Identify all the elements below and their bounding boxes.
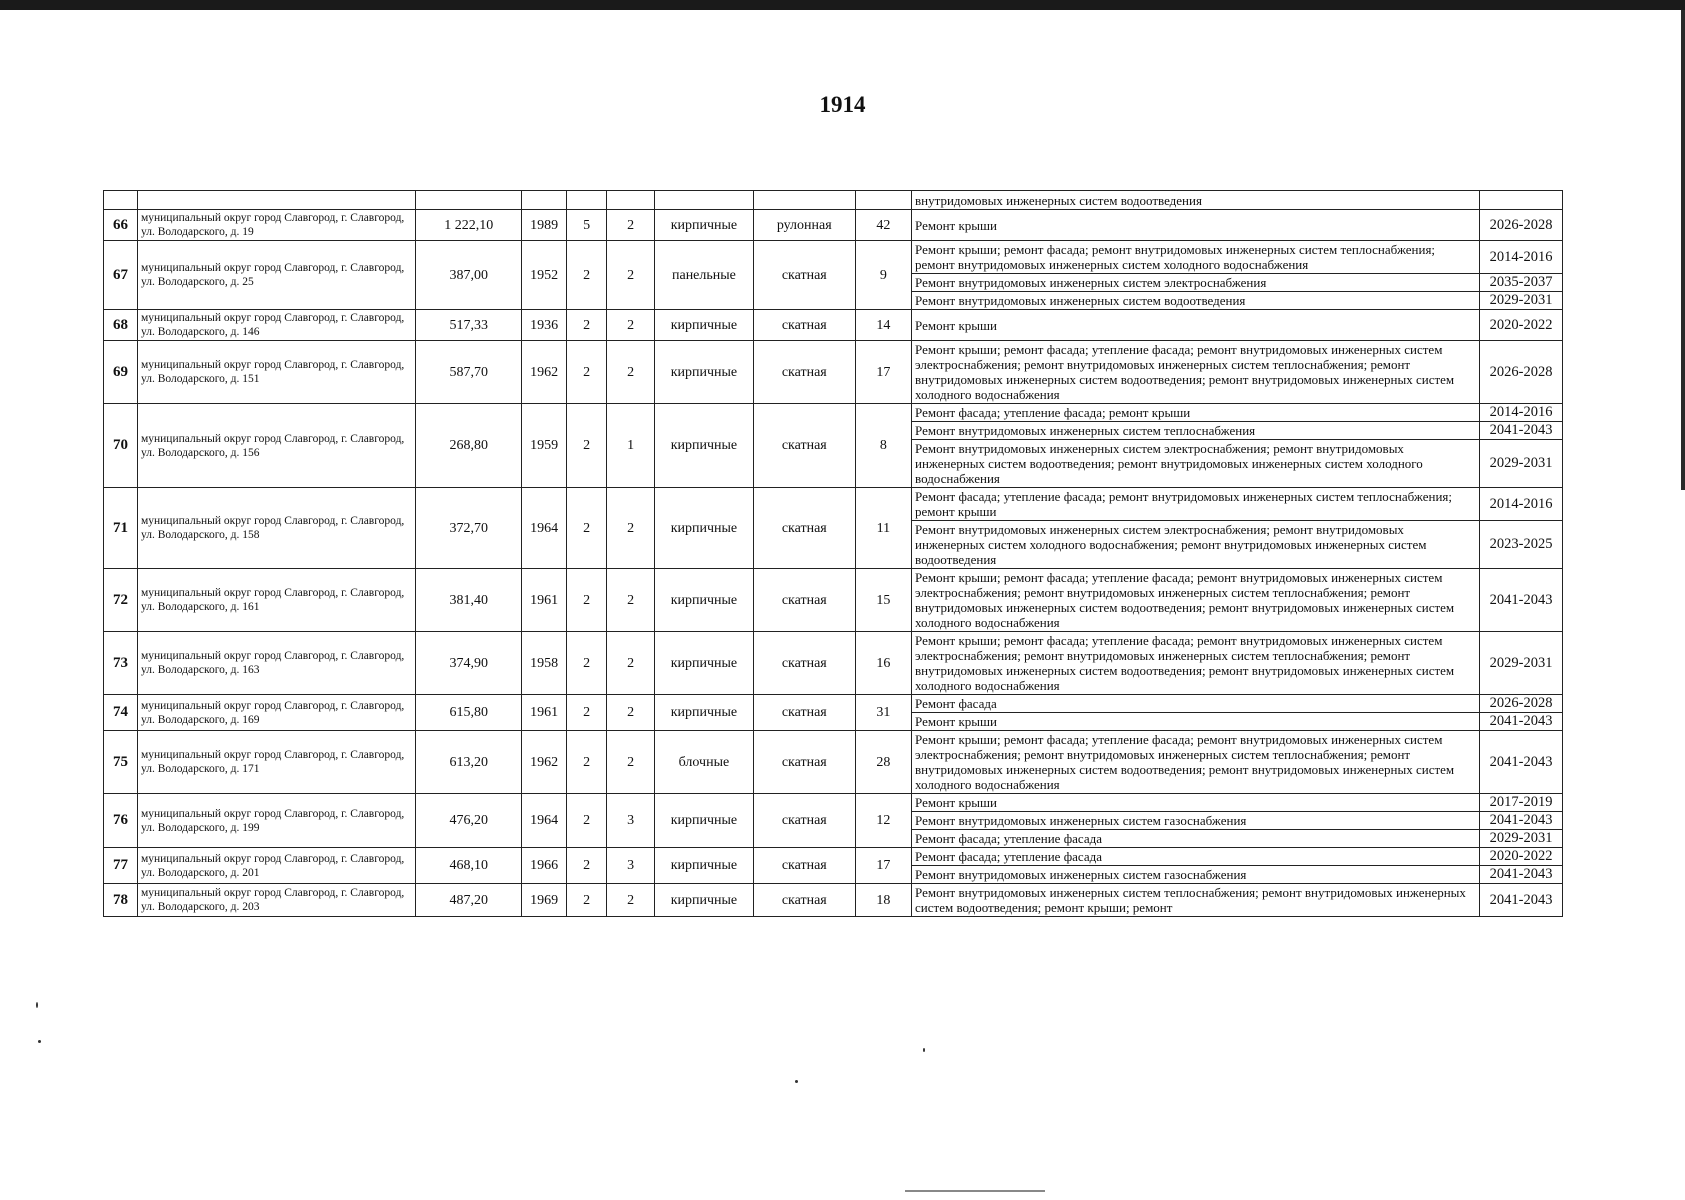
floor-count: 2 bbox=[566, 310, 606, 341]
house-address: муниципальный округ город Славгород, г. Славгород, ул. Володарского, д. 203 bbox=[137, 884, 415, 917]
floor-count: 2 bbox=[566, 848, 606, 884]
total-area: 517,33 bbox=[416, 310, 522, 341]
repair-period: 2014-2016 bbox=[1480, 241, 1563, 274]
continuation-empty-cell bbox=[1480, 191, 1563, 210]
wall-material: панельные bbox=[655, 241, 754, 310]
repair-work: Ремонт крыши; ремонт фасада; ремонт внутридомовых инженерных систем теплоснабжения; ремонт внутридомовых инженерных систем холодного водоснабжения bbox=[912, 241, 1480, 274]
wall-material: кирпичные bbox=[655, 794, 754, 848]
build-year: 1962 bbox=[522, 341, 567, 404]
floor-count: 2 bbox=[566, 632, 606, 695]
repair-period: 2041-2043 bbox=[1480, 812, 1563, 830]
house-row bbox=[104, 341, 1563, 404]
scan-speck bbox=[38, 1040, 41, 1043]
entrance-count: 2 bbox=[607, 632, 655, 695]
house-row bbox=[104, 632, 1563, 695]
roof-type: скатная bbox=[753, 569, 855, 632]
total-area: 476,20 bbox=[416, 794, 522, 848]
build-year: 1959 bbox=[522, 404, 567, 488]
entrance-count: 3 bbox=[607, 848, 655, 884]
row-number: 73 bbox=[104, 632, 138, 695]
floor-count: 5 bbox=[566, 210, 606, 241]
repair-period: 2014-2016 bbox=[1480, 404, 1563, 422]
wall-material: кирпичные bbox=[655, 310, 754, 341]
house-address: муниципальный округ город Славгород, г. Славгород, ул. Володарского, д. 146 bbox=[137, 310, 415, 341]
scan-speck bbox=[36, 1002, 38, 1008]
row-number: 68 bbox=[104, 310, 138, 341]
resident-count: 17 bbox=[855, 848, 911, 884]
house-address: муниципальный округ город Славгород, г. Славгород, ул. Володарского, д. 201 bbox=[137, 848, 415, 884]
resident-count: 31 bbox=[855, 695, 911, 731]
total-area: 374,90 bbox=[416, 632, 522, 695]
wall-material: кирпичные bbox=[655, 569, 754, 632]
build-year: 1966 bbox=[522, 848, 567, 884]
scan-speck bbox=[923, 1048, 925, 1052]
house-address: муниципальный округ город Славгород, г. Славгород, ул. Володарского, д. 163 bbox=[137, 632, 415, 695]
row-number: 78 bbox=[104, 884, 138, 917]
page-number: 1914 bbox=[819, 92, 866, 117]
row-number: 76 bbox=[104, 794, 138, 848]
entrance-count: 1 bbox=[607, 404, 655, 488]
repair-work: Ремонт фасада; утепление фасада; ремонт внутридомовых инженерных систем теплоснабжения; ремонт крыши bbox=[912, 488, 1480, 521]
build-year: 1958 bbox=[522, 632, 567, 695]
entrance-count: 2 bbox=[607, 569, 655, 632]
continuation-row bbox=[104, 191, 1563, 210]
repair-work: Ремонт крыши bbox=[912, 713, 1480, 731]
repair-period: 2017-2019 bbox=[1480, 794, 1563, 812]
floor-count: 2 bbox=[566, 731, 606, 794]
house-row bbox=[104, 210, 1563, 241]
repair-period: 2035-2037 bbox=[1480, 274, 1563, 292]
repair-work: Ремонт внутридомовых инженерных систем электроснабжения; ремонт внутридомовых инженерных систем водоотведения; ремонт внутридомовых инженерных систем холодного водоснабжения bbox=[912, 440, 1480, 488]
scan-artifact-line bbox=[905, 1190, 1045, 1192]
house-row bbox=[104, 884, 1563, 917]
floor-count: 2 bbox=[566, 488, 606, 569]
continuation-empty-cell bbox=[137, 191, 415, 210]
total-area: 381,40 bbox=[416, 569, 522, 632]
repair-period: 2041-2043 bbox=[1480, 713, 1563, 731]
repair-period: 2020-2022 bbox=[1480, 848, 1563, 866]
wall-material: кирпичные bbox=[655, 695, 754, 731]
resident-count: 12 bbox=[855, 794, 911, 848]
floor-count: 2 bbox=[566, 794, 606, 848]
entrance-count: 2 bbox=[607, 884, 655, 917]
repair-period: 2026-2028 bbox=[1480, 695, 1563, 713]
entrance-count: 2 bbox=[607, 310, 655, 341]
roof-type: скатная bbox=[753, 794, 855, 848]
entrance-count: 3 bbox=[607, 794, 655, 848]
roof-type: скатная bbox=[753, 341, 855, 404]
row-number: 66 bbox=[104, 210, 138, 241]
repair-work: Ремонт крыши bbox=[912, 210, 1480, 241]
total-area: 613,20 bbox=[416, 731, 522, 794]
house-address: муниципальный округ город Славгород, г. Славгород, ул. Володарского, д. 151 bbox=[137, 341, 415, 404]
repair-period: 2041-2043 bbox=[1480, 731, 1563, 794]
continuation-empty-cell bbox=[753, 191, 855, 210]
continuation-empty-cell bbox=[104, 191, 138, 210]
repair-work: Ремонт внутридомовых инженерных систем газоснабжения bbox=[912, 866, 1480, 884]
repair-period: 2023-2025 bbox=[1480, 521, 1563, 569]
wall-material: кирпичные bbox=[655, 210, 754, 241]
repair-work: Ремонт крыши; ремонт фасада; утепление фасада; ремонт внутридомовых инженерных систем электроснабжения; ремонт внутридомовых инженерных систем теплоснабжения; ремонт внутридомовых инженерных систем водоотведения; ремонт внутридомовых инженерных систем холодного водоснабжения bbox=[912, 341, 1480, 404]
build-year: 1936 bbox=[522, 310, 567, 341]
build-year: 1989 bbox=[522, 210, 567, 241]
entrance-count: 2 bbox=[607, 210, 655, 241]
roof-type: скатная bbox=[753, 488, 855, 569]
roof-type: рулонная bbox=[753, 210, 855, 241]
build-year: 1961 bbox=[522, 695, 567, 731]
floor-count: 2 bbox=[566, 569, 606, 632]
continuation-empty-cell bbox=[655, 191, 754, 210]
total-area: 615,80 bbox=[416, 695, 522, 731]
repair-work: Ремонт крыши; ремонт фасада; утепление фасада; ремонт внутридомовых инженерных систем электроснабжения; ремонт внутридомовых инженерных систем теплоснабжения; ремонт внутридомовых инженерных систем водоотведения; ремонт внутридомовых инженерных систем холодного водоснабжения bbox=[912, 569, 1480, 632]
repair-work: Ремонт крыши; ремонт фасада; утепление фасада; ремонт внутридомовых инженерных систем электроснабжения; ремонт внутридомовых инженерных систем теплоснабжения; ремонт внутридомовых инженерных систем водоотведения; ремонт внутридомовых инженерных систем холодного водоснабжения bbox=[912, 632, 1480, 695]
roof-type: скатная bbox=[753, 731, 855, 794]
build-year: 1952 bbox=[522, 241, 567, 310]
repair-work: Ремонт внутридомовых инженерных систем газоснабжения bbox=[912, 812, 1480, 830]
repair-work: Ремонт внутридомовых инженерных систем электроснабжения bbox=[912, 274, 1480, 292]
build-year: 1964 bbox=[522, 488, 567, 569]
house-address: муниципальный округ город Славгород, г. Славгород, ул. Володарского, д. 161 bbox=[137, 569, 415, 632]
total-area: 587,70 bbox=[416, 341, 522, 404]
repair-period: 2041-2043 bbox=[1480, 884, 1563, 917]
house-address: муниципальный округ город Славгород, г. Славгород, ул. Володарского, д. 25 bbox=[137, 241, 415, 310]
repair-period: 2026-2028 bbox=[1480, 210, 1563, 241]
roof-type: скатная bbox=[753, 404, 855, 488]
wall-material: кирпичные bbox=[655, 848, 754, 884]
total-area: 372,70 bbox=[416, 488, 522, 569]
house-row bbox=[104, 848, 1563, 866]
wall-material: блочные bbox=[655, 731, 754, 794]
house-address: муниципальный округ город Славгород, г. Славгород, ул. Володарского, д. 158 bbox=[137, 488, 415, 569]
repair-period: 2041-2043 bbox=[1480, 569, 1563, 632]
repair-period: 2029-2031 bbox=[1480, 632, 1563, 695]
total-area: 387,00 bbox=[416, 241, 522, 310]
register-body bbox=[104, 191, 1563, 917]
repair-work: Ремонт крыши bbox=[912, 310, 1480, 341]
repair-period: 2041-2043 bbox=[1480, 422, 1563, 440]
house-address: муниципальный округ город Славгород, г. Славгород, ул. Володарского, д. 19 bbox=[137, 210, 415, 241]
repair-work: Ремонт внутридомовых инженерных систем водоотведения bbox=[912, 292, 1480, 310]
total-area: 468,10 bbox=[416, 848, 522, 884]
repair-period: 2029-2031 bbox=[1480, 830, 1563, 848]
resident-count: 16 bbox=[855, 632, 911, 695]
house-row bbox=[104, 310, 1563, 341]
entrance-count: 2 bbox=[607, 488, 655, 569]
roof-type: скатная bbox=[753, 695, 855, 731]
floor-count: 2 bbox=[566, 695, 606, 731]
entrance-count: 2 bbox=[607, 731, 655, 794]
resident-count: 8 bbox=[855, 404, 911, 488]
repair-work: Ремонт внутридомовых инженерных систем теплоснабжения bbox=[912, 422, 1480, 440]
entrance-count: 2 bbox=[607, 341, 655, 404]
continuation-empty-cell bbox=[855, 191, 911, 210]
wall-material: кирпичные bbox=[655, 884, 754, 917]
resident-count: 18 bbox=[855, 884, 911, 917]
house-row bbox=[104, 794, 1563, 812]
entrance-count: 2 bbox=[607, 241, 655, 310]
row-number: 72 bbox=[104, 569, 138, 632]
build-year: 1969 bbox=[522, 884, 567, 917]
repair-work: Ремонт фасада; утепление фасада; ремонт крыши bbox=[912, 404, 1480, 422]
continuation-empty-cell bbox=[566, 191, 606, 210]
row-number: 70 bbox=[104, 404, 138, 488]
continuation-empty-cell bbox=[416, 191, 522, 210]
entrance-count: 2 bbox=[607, 695, 655, 731]
wall-material: кирпичные bbox=[655, 632, 754, 695]
repair-work: Ремонт внутридомовых инженерных систем электроснабжения; ремонт внутридомовых инженерных систем холодного водоснабжения; ремонт внутридомовых инженерных систем водоотведения bbox=[912, 521, 1480, 569]
build-year: 1961 bbox=[522, 569, 567, 632]
floor-count: 2 bbox=[566, 404, 606, 488]
house-row bbox=[104, 569, 1563, 632]
repair-period: 2029-2031 bbox=[1480, 440, 1563, 488]
row-number: 71 bbox=[104, 488, 138, 569]
house-address: муниципальный округ город Славгород, г. Славгород, ул. Володарского, д. 156 bbox=[137, 404, 415, 488]
repair-work: Ремонт крыши bbox=[912, 794, 1480, 812]
roof-type: скатная bbox=[753, 884, 855, 917]
continuation-empty-cell bbox=[522, 191, 567, 210]
floor-count: 2 bbox=[566, 241, 606, 310]
build-year: 1962 bbox=[522, 731, 567, 794]
scan-right-edge bbox=[1681, 10, 1685, 490]
total-area: 1 222,10 bbox=[416, 210, 522, 241]
resident-count: 28 bbox=[855, 731, 911, 794]
row-number: 67 bbox=[104, 241, 138, 310]
resident-count: 9 bbox=[855, 241, 911, 310]
wall-material: кирпичные bbox=[655, 341, 754, 404]
row-number: 75 bbox=[104, 731, 138, 794]
roof-type: скатная bbox=[753, 632, 855, 695]
repair-work: Ремонт фасада bbox=[912, 695, 1480, 713]
repair-work: Ремонт фасада; утепление фасада bbox=[912, 830, 1480, 848]
resident-count: 15 bbox=[855, 569, 911, 632]
build-year: 1964 bbox=[522, 794, 567, 848]
roof-type: скатная bbox=[753, 310, 855, 341]
continuation-work-cell: внутридомовых инженерных систем водоотведения bbox=[912, 191, 1480, 210]
repair-period: 2041-2043 bbox=[1480, 866, 1563, 884]
row-number: 69 bbox=[104, 341, 138, 404]
repair-work: Ремонт внутридомовых инженерных систем теплоснабжения; ремонт внутридомовых инженерных систем водоотведения; ремонт крыши; ремонт bbox=[912, 884, 1480, 917]
total-area: 487,20 bbox=[416, 884, 522, 917]
house-row bbox=[104, 241, 1563, 274]
house-address: муниципальный округ город Славгород, г. Славгород, ул. Володарского, д. 199 bbox=[137, 794, 415, 848]
housing-register-table bbox=[103, 190, 1563, 917]
resident-count: 14 bbox=[855, 310, 911, 341]
repair-period: 2014-2016 bbox=[1480, 488, 1563, 521]
repair-period: 2026-2028 bbox=[1480, 341, 1563, 404]
resident-count: 11 bbox=[855, 488, 911, 569]
house-row bbox=[104, 404, 1563, 422]
repair-period: 2020-2022 bbox=[1480, 310, 1563, 341]
house-address: муниципальный округ город Славгород, г. Славгород, ул. Володарского, д. 171 bbox=[137, 731, 415, 794]
roof-type: скатная bbox=[753, 241, 855, 310]
house-address: муниципальный округ город Славгород, г. Славгород, ул. Володарского, д. 169 bbox=[137, 695, 415, 731]
row-number: 74 bbox=[104, 695, 138, 731]
roof-type: скатная bbox=[753, 848, 855, 884]
wall-material: кирпичные bbox=[655, 488, 754, 569]
scan-speck bbox=[795, 1080, 798, 1083]
house-row bbox=[104, 695, 1563, 713]
repair-period: 2029-2031 bbox=[1480, 292, 1563, 310]
continuation-empty-cell bbox=[607, 191, 655, 210]
house-row bbox=[104, 731, 1563, 794]
floor-count: 2 bbox=[566, 884, 606, 917]
row-number: 77 bbox=[104, 848, 138, 884]
scan-top-border bbox=[0, 0, 1685, 10]
repair-work: Ремонт крыши; ремонт фасада; утепление фасада; ремонт внутридомовых инженерных систем электроснабжения; ремонт внутридомовых инженерных систем теплоснабжения; ремонт внутридомовых инженерных систем водоотведения; ремонт внутридомовых инженерных систем холодного водоснабжения bbox=[912, 731, 1480, 794]
floor-count: 2 bbox=[566, 341, 606, 404]
house-row bbox=[104, 488, 1563, 521]
total-area: 268,80 bbox=[416, 404, 522, 488]
wall-material: кирпичные bbox=[655, 404, 754, 488]
resident-count: 17 bbox=[855, 341, 911, 404]
resident-count: 42 bbox=[855, 210, 911, 241]
repair-work: Ремонт фасада; утепление фасада bbox=[912, 848, 1480, 866]
